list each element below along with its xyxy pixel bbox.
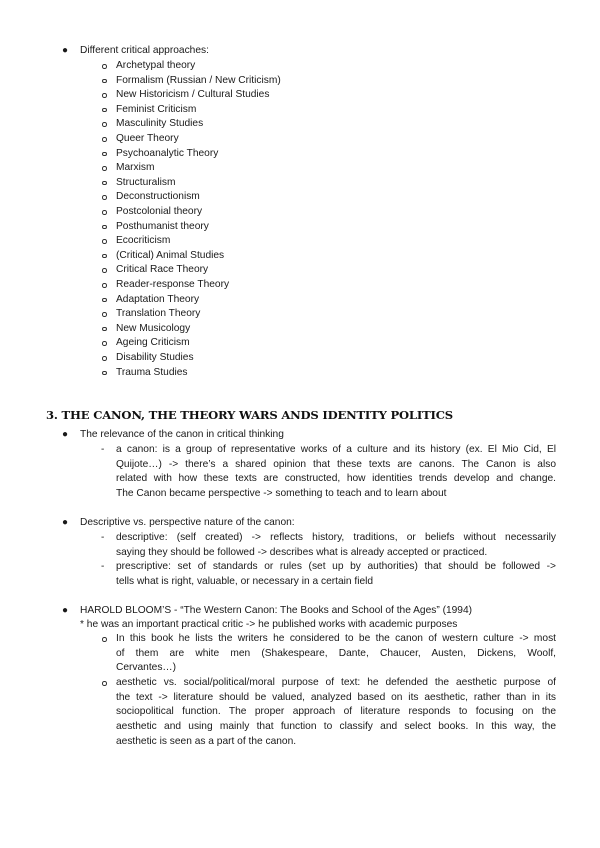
approach-item: Posthumanist theory [116, 220, 209, 232]
approach-item: Critical Race Theory [116, 264, 209, 276]
descriptive-title: Descriptive vs. perspective nature of the canon: [80, 517, 295, 528]
text-line: tells what is right, valuable, or necessary in a certain field [116, 575, 374, 587]
dash-icon: - [101, 532, 105, 543]
approach-item: Adaptation Theory [116, 293, 200, 305]
approach-item: Feminist Criticism [116, 103, 197, 115]
bullet-dot-icon: ● [62, 517, 69, 528]
approach-item: Psychoanalytic Theory [116, 147, 219, 159]
circle-bullet-icon [102, 79, 107, 84]
circle-bullet-icon [102, 312, 107, 317]
approach-item: Reader-response Theory [116, 279, 230, 290]
circle-bullet-icon [102, 637, 107, 642]
circle-bullet-icon [102, 298, 107, 303]
circle-bullet-icon [102, 93, 107, 98]
circle-bullet-icon [102, 122, 107, 127]
circle-bullet-icon [102, 356, 107, 361]
prescriptive-paragraph [116, 560, 556, 589]
approach-item: Formalism (Russian / New Criticism) [116, 74, 281, 86]
bloom-item-1 [116, 632, 556, 676]
circle-bullet-icon [102, 195, 107, 200]
circle-bullet-icon [102, 166, 107, 171]
bullet-dot-icon: ● [62, 45, 69, 56]
circle-bullet-icon [102, 268, 107, 273]
approach-item: Queer Theory [116, 133, 179, 144]
approach-item: New Musicology [116, 322, 191, 334]
approach-item: Ecocriticism [116, 235, 171, 247]
circle-bullet-icon [102, 64, 107, 69]
text-line: saying they should be followed -> describes what is already accepted or practiced. [116, 546, 488, 558]
bullet-dot-icon: ● [62, 429, 69, 440]
relevance-title: The relevance of the canon in critical thinking [80, 429, 284, 440]
approach-item: Ageing Criticism [116, 337, 190, 349]
text-line: sociopolitical function. The proper approach of literature responds to focusing on the [116, 706, 556, 718]
section-heading: 3. THE CANON, THE THEORY WARS ANDS IDENTITY POLITICS [46, 408, 453, 422]
circle-bullet-icon [102, 108, 107, 113]
approach-item: New Historicism / Cultural Studies [116, 89, 270, 101]
dash-icon: - [101, 444, 105, 455]
bloom-item-2 [116, 676, 556, 750]
text-line: Quijote…) -> there’s a shared opinion that these texts are canons. The Canon is also [116, 458, 556, 470]
bullet-dot-icon: ● [62, 605, 69, 616]
approach-item: Deconstructionism [116, 191, 200, 203]
text-line: The Canon became perspective -> something to teach and to learn about [116, 488, 447, 500]
text-line: related with how these texts are constructed, how identities trends develop and change. [116, 473, 556, 485]
approach-item: Marxism [116, 162, 155, 174]
dash-icon: - [101, 561, 105, 572]
circle-bullet-icon [102, 371, 107, 376]
circle-bullet-icon [102, 137, 107, 142]
approach-item: Disability Studies [116, 352, 194, 363]
approach-item: Archetypal theory [116, 60, 196, 71]
approach-item: Trauma Studies [116, 366, 188, 378]
circle-bullet-icon [102, 225, 107, 230]
text-line: descriptive: (self created) -> reflects history, traditions, or beliefs without necessarily [116, 532, 556, 543]
approach-item: Translation Theory [116, 308, 201, 320]
bloom-title: HAROLD BLOOM’S - “The Western Canon: The Books and School of the Ages” (1994) [80, 605, 473, 616]
text-line: aesthetic is seen as a part of the canon. [116, 735, 297, 747]
approach-item: Masculinity Studies [116, 118, 204, 130]
descriptive-paragraph [116, 531, 556, 560]
circle-bullet-icon [102, 210, 107, 215]
circle-bullet-icon [102, 341, 107, 346]
circle-bullet-icon [102, 681, 107, 686]
text-line: aesthetic and using mainly that function to classify and select books. In this way, the [116, 721, 556, 733]
text-line: of them are white men (Shakespeare, Dante, Chaucer, Austen, Dickens, Woolf, [116, 647, 556, 659]
bloom-note: * he was an important practical critic -> he published works with academic purposes [80, 619, 458, 630]
approach-item: Structuralism [116, 176, 176, 188]
text-line: prescriptive: set of standards or rules (set up by authorities) that should be followed -> [116, 561, 556, 572]
text-line: a canon: is a group of representative works of a culture and its history (ex. El Mio Cid, El [116, 444, 556, 455]
circle-bullet-icon [102, 327, 107, 332]
circle-bullet-icon [102, 152, 107, 157]
circle-bullet-icon [102, 181, 107, 186]
text-line: aesthetic vs. social/political/moral purpose of text: he defended the aesthetic purpose of [116, 677, 556, 688]
circle-bullet-icon [102, 283, 107, 288]
circle-bullet-icon [102, 239, 107, 244]
approach-item: (Critical) Animal Studies [116, 249, 225, 261]
text-line: Cervantes…) [116, 662, 177, 674]
circle-bullet-icon [102, 254, 107, 259]
approaches-title: Different critical approaches: [80, 45, 209, 56]
text-line: the text -> literature should be valued, analyzed based on its aesthetic, rather than in its [116, 691, 556, 703]
approach-item: Postcolonial theory [116, 206, 203, 217]
text-line: In this book he lists the writers he considered to be the canon of western culture -> most [116, 633, 556, 644]
relevance-paragraph [116, 443, 556, 502]
